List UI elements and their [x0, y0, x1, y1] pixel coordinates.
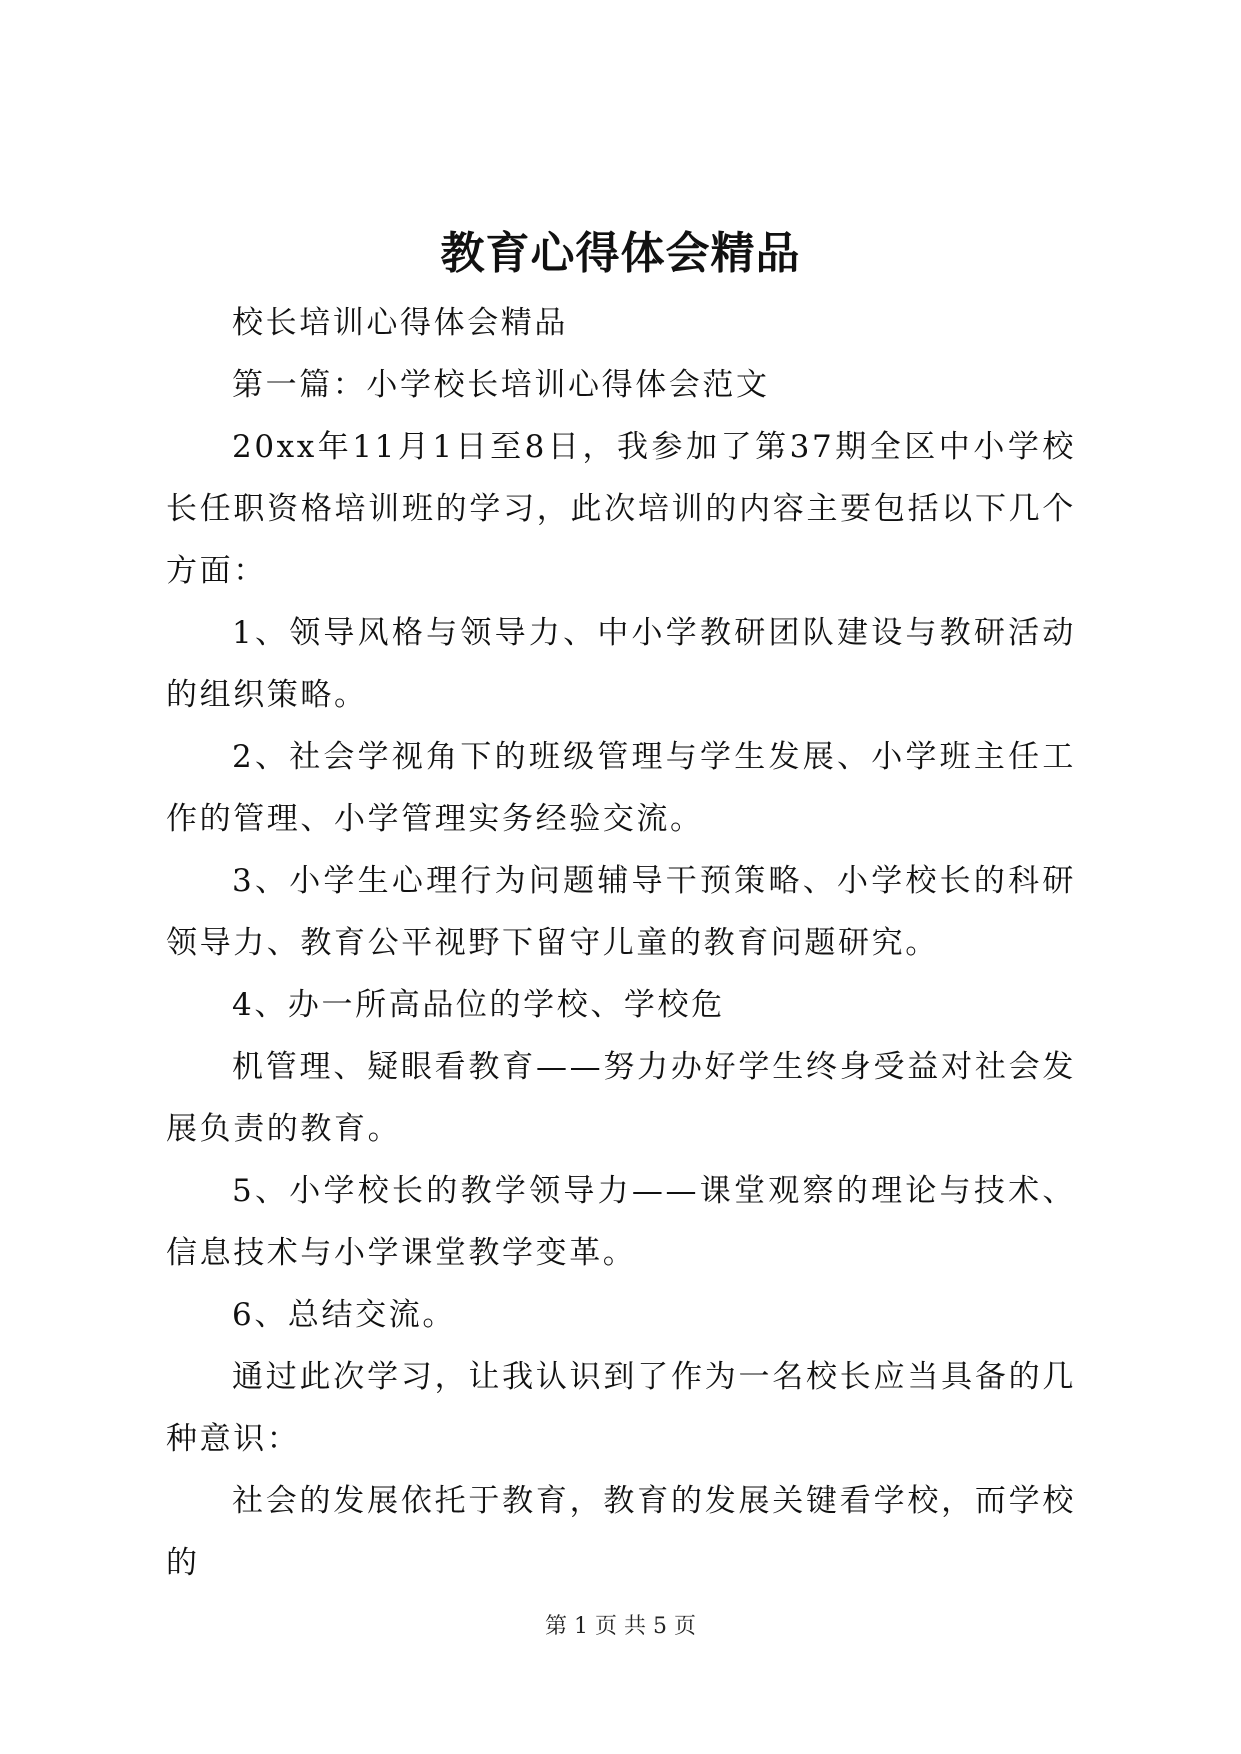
paragraph: 20xx年11月1日至8日，我参加了第37期全区中小学校长任职资格培训班的学习，此次培训的内容主要包括以下几个方面：	[166, 429, 1076, 589]
paragraph: 3、小学生心理行为问题辅导干预策略、小学校长的科研领导力、教育公平视野下留守儿童的教育问题研究。	[166, 863, 1076, 961]
paragraph: 6、总结交流。	[232, 1297, 456, 1333]
document-title: 教育心得体会精品	[440, 228, 801, 279]
paragraph: 通过此次学习，让我认识到了作为一名校长应当具备的几种意识：	[166, 1359, 1076, 1457]
paragraph: 校长培训心得体会精品	[232, 305, 568, 341]
paragraph: 社会的发展依托于教育，教育的发展关键看学校，而学校的	[166, 1483, 1076, 1581]
paragraph: 1、领导风格与领导力、中小学教研团队建设与教研活动的组织策略。	[166, 615, 1076, 713]
paragraph: 5、小学校长的教学领导力——课堂观察的理论与技术、信息技术与小学课堂教学变革。	[166, 1173, 1076, 1271]
paragraph: 4、办一所高品位的学校、学校危	[232, 987, 725, 1023]
document-body	[166, 292, 1076, 1594]
page-footer: 第 1 页 共 5 页	[545, 1614, 696, 1639]
paragraph: 机管理、疑眼看教育——努力办好学生终身受益对社会发展负责的教育。	[166, 1049, 1076, 1147]
paragraph: 第一篇：小学校长培训心得体会范文	[232, 367, 770, 403]
paragraph: 2、社会学视角下的班级管理与学生发展、小学班主任工作的管理、小学管理实务经验交流。	[166, 739, 1076, 837]
